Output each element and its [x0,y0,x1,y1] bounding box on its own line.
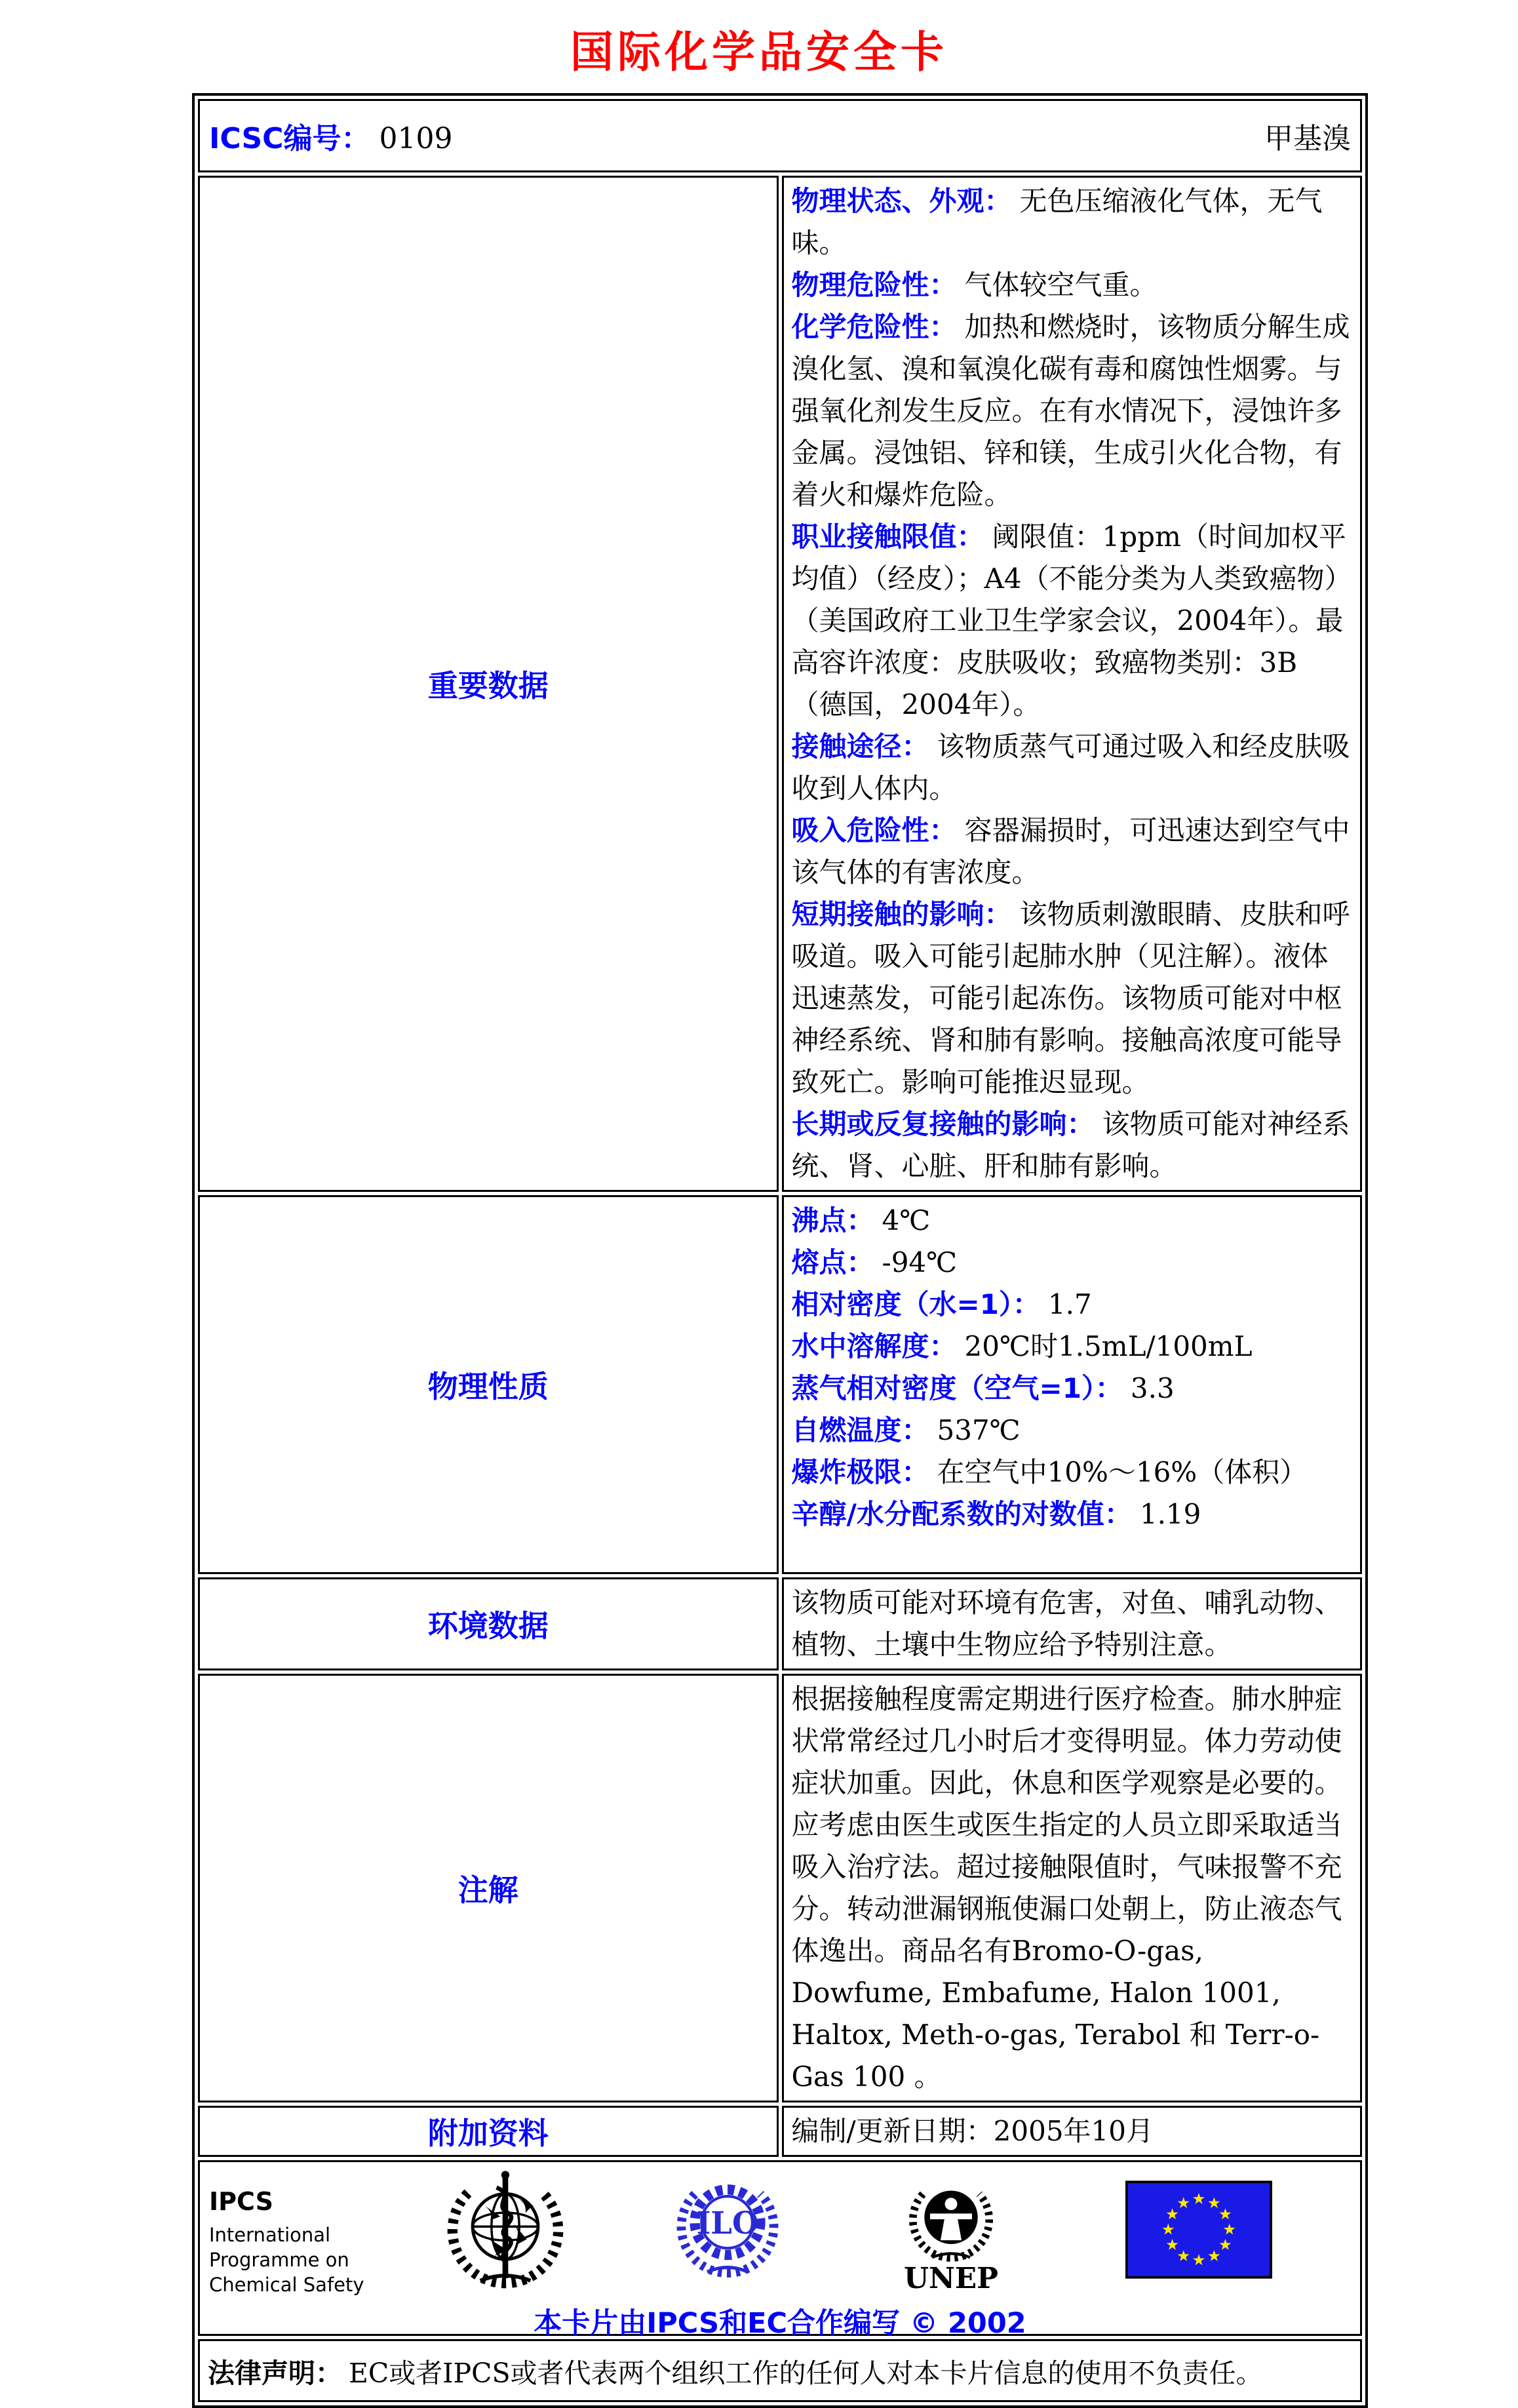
legal-row [198,2339,1362,2402]
field-row [792,1284,1353,1326]
icsc-card-table [192,93,1368,2408]
cooperation-caption [200,2301,1360,2341]
logos-row [198,2160,1362,2340]
ipcs-wordmark [209,2187,364,2297]
notes-text: 根据接触程度需定期进行医疗检查。肺水肿症状常常经过几小时后才变得明显。体力劳动使症状加重。因此，休息和医学观察是必要的。应考虑由医生或医生指定的人员立即采取适当吸入治疗法。超过接触限值时，气味报警不充分。转动泄漏钢瓶使漏口处朝上，防止液态气体逸出。商品名有Bromo-O-gas, Dowfume, Embafume, Halon 1001, Haltox, Meth-o-gas, Terabol 和 Terr-o-Gas 100 。 [791,1683,1342,2093]
field-label: 自燃温度： [791,1414,929,1446]
section-content-additional-info [782,2106,1363,2157]
legal-notice-label: 法律声明： [208,2357,342,2389]
field-row [792,1368,1353,1410]
row-notes [198,1674,1362,2102]
field-row [792,1410,1353,1451]
field-row [792,810,1353,894]
section-label-environmental-data: 环境数据 [198,1577,779,1670]
section-content-physical-properties [782,1195,1363,1574]
field-label: 接触途径： [791,730,929,762]
field-value: 气体较空气重。 [964,269,1158,301]
field-row [792,516,1353,726]
eu-flag-icon [1125,2181,1272,2279]
row-environmental-data [198,1577,1362,1670]
field-label: 熔点： [791,1246,874,1278]
field-label: 化学危险性： [791,311,957,343]
field-row [792,264,1353,306]
field-value: 无色压缩液化气体，无气味。 [791,185,1323,259]
chemical-name: 甲基溴 [1264,122,1351,155]
field-value: -94℃ [882,1246,958,1278]
icsc-number-label: ICSC编号： [209,122,370,155]
field-value: 该物质可能对神经系统、肾、心脏、肝和肺有影响。 [791,1108,1350,1182]
field-label: 水中溶解度： [791,1330,957,1362]
page-title: 国际化学品安全卡 [570,26,948,77]
section-content-environmental-data [782,1577,1363,1670]
field-row [792,726,1353,810]
field-row [792,1493,1353,1535]
cooperation-text: 本卡片由IPCS和EC合作编写 [534,2307,901,2340]
ipcs-line-2: Programme on [209,2249,349,2271]
section-content-notes [782,1674,1363,2102]
field-value: 加热和燃烧时，该物质分解生成溴化氢、溴和氧溴化碳有毒和腐蚀性烟雾。与强氧化剂发生反应。在有水情况下，浸蚀许多金属。浸蚀铝、锌和镁，生成引火化合物，有着火和爆炸危险。 [791,311,1350,511]
field-label: 短期接触的影响： [791,898,1012,930]
ilo-letters: ILO [696,2204,759,2241]
who-logo-icon [442,2167,568,2293]
field-label: 沸点： [791,1204,874,1236]
field-value: 537℃ [937,1414,1021,1446]
unep-logo-icon [899,2169,1003,2295]
field-row [792,180,1353,264]
ipcs-line-3: Chemical Safety [209,2274,364,2296]
field-value: 容器漏损时，可迅速达到空气中该气体的有害浓度。 [791,814,1350,888]
field-value: 该物质蒸气可通过吸入和经皮肤吸收到人体内。 [791,730,1350,804]
field-row [792,1451,1353,1493]
field-value: 该物质刺激眼睛、皮肤和呼吸道。吸入可能引起肺水肿（见注解）。液体迅速蒸发，可能引起冻伤。该物质可能对中枢神经系统、肾和肺有影响。接触高浓度可能导致死亡。影响可能推迟显现。 [791,898,1350,1098]
field-value: 3.3 [1130,1372,1175,1404]
field-row [792,1242,1353,1284]
row-physical-properties [198,1195,1362,1574]
field-value: 1.7 [1047,1288,1092,1320]
field-row [792,1326,1353,1368]
field-label: 物理状态、外观： [791,185,1012,217]
copyright-text: © 2002 [910,2307,1026,2340]
icsc-number-value: 0109 [379,122,453,155]
field-value: 1.19 [1139,1498,1201,1530]
header-row [198,99,1362,172]
section-content-important-data [782,176,1363,1192]
field-row [792,306,1353,516]
field-label: 长期或反复接触的影响： [791,1108,1095,1140]
field-row [792,1103,1353,1187]
field-row [792,894,1353,1103]
ilo-logo-icon [667,2173,788,2285]
legal-notice-text: EC或者IPCS或者代表两个组织工作的任何人对本卡片信息的使用不负责任。 [349,2357,1263,2389]
field-value: 20℃时1.5mL/100mL [964,1330,1253,1362]
row-additional-info [198,2106,1362,2157]
environmental-data-text: 该物质可能对环境有危害，对鱼、哺乳动物、植物、土壤中生物应给予特别注意。 [791,1587,1342,1661]
field-value: 在空气中10%～16%（体积） [937,1456,1308,1488]
section-label-important-data: 重要数据 [198,176,779,1192]
section-label-physical-properties: 物理性质 [198,1195,779,1574]
field-label: 相对密度（水=1）： [791,1288,1040,1320]
row-logos [198,2160,1362,2336]
unep-letters: UNEP [904,2261,998,2295]
field-value: 阈限值：1ppm（时间加权平均值）（经皮）；A4（不能分类为人类致癌物）（美国政府工业卫生学家会议，2004年）。最高容许浓度：皮肤吸收；致癌物类别：3B（德国，2004年）。 [791,521,1352,720]
field-label: 职业接触限值： [791,521,984,553]
field-label: 爆炸极限： [791,1456,929,1488]
row-important-data [198,176,1362,1192]
additional-info-text: 编制/更新日期：2005年10月 [791,2115,1154,2147]
row-legal [198,2339,1362,2402]
field-label: 物理危险性： [791,269,957,301]
section-label-additional-info: 附加资料 [198,2106,779,2157]
field-row [792,1200,1353,1242]
section-label-notes: 注解 [198,1674,779,2102]
field-label: 蒸气相对密度（空气=1）： [791,1372,1123,1404]
field-label: 吸入危险性： [791,814,957,846]
ipcs-line-1: International [209,2224,331,2246]
ipcs-acronym: IPCS [209,2187,273,2216]
field-value: 4℃ [882,1204,931,1236]
field-label: 辛醇/水分配系数的对数值： [791,1498,1132,1530]
